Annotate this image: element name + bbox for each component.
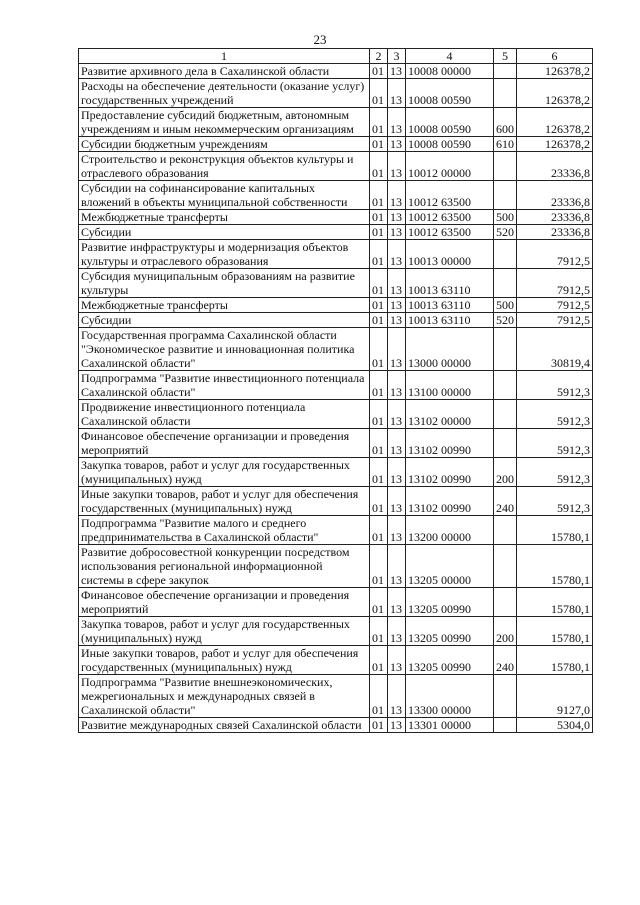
table-row xyxy=(79,646,593,675)
expense-type-cell xyxy=(494,328,517,371)
table-row xyxy=(79,328,593,371)
column-header: 1 xyxy=(79,49,370,64)
expense-type-cell: 500 xyxy=(494,210,517,225)
amount-cell: 5912,3 xyxy=(517,487,593,516)
table-row xyxy=(79,269,593,298)
subsection-code-cell: 13 xyxy=(388,429,406,458)
column-header: 3 xyxy=(388,49,406,64)
expense-type-cell: 200 xyxy=(494,458,517,487)
column-header: 4 xyxy=(406,49,494,64)
table-row xyxy=(79,429,593,458)
table-row xyxy=(79,617,593,646)
expense-type-cell xyxy=(494,675,517,718)
row-name-cell: Развитие инфраструктуры и модернизация объектов культуры и отраслевого образования xyxy=(79,240,370,269)
row-name-cell: Подпрограмма "Развитие малого и среднего предпринимательства в Сахалинской области" xyxy=(79,516,370,545)
subsection-code-cell: 13 xyxy=(388,152,406,181)
section-code-cell: 01 xyxy=(370,617,388,646)
row-name-cell: Расходы на обеспечение деятельности (оказание услуг) государственных учреждений xyxy=(79,79,370,108)
target-article-cell: 10013 63110 xyxy=(406,298,494,313)
row-name-cell: Предоставление субсидий бюджетным, автономным учреждениям и иным некоммерческим организациям xyxy=(79,108,370,137)
row-name-cell: Закупка товаров, работ и услуг для государственных (муниципальных) нужд xyxy=(79,617,370,646)
expense-type-cell: 240 xyxy=(494,487,517,516)
row-name-cell: Строительство и реконструкция объектов культуры и отраслевого образования xyxy=(79,152,370,181)
expense-type-cell xyxy=(494,400,517,429)
section-code-cell: 01 xyxy=(370,487,388,516)
amount-cell: 7912,5 xyxy=(517,269,593,298)
amount-cell: 15780,1 xyxy=(517,646,593,675)
section-code-cell: 01 xyxy=(370,429,388,458)
expense-type-cell xyxy=(494,240,517,269)
column-header: 2 xyxy=(370,49,388,64)
amount-cell: 7912,5 xyxy=(517,313,593,328)
amount-cell: 23336,8 xyxy=(517,181,593,210)
subsection-code-cell: 13 xyxy=(388,269,406,298)
subsection-code-cell: 13 xyxy=(388,516,406,545)
row-name-cell: Иные закупки товаров, работ и услуг для обеспечения государственных (муниципальных) нужд xyxy=(79,646,370,675)
subsection-code-cell: 13 xyxy=(388,487,406,516)
target-article-cell: 10012 63500 xyxy=(406,225,494,240)
expense-type-cell xyxy=(494,371,517,400)
table-row xyxy=(79,400,593,429)
subsection-code-cell: 13 xyxy=(388,79,406,108)
expense-type-cell: 610 xyxy=(494,137,517,152)
section-code-cell: 01 xyxy=(370,458,388,487)
target-article-cell: 10012 63500 xyxy=(406,181,494,210)
row-name-cell: Финансовое обеспечение организации и проведения мероприятий xyxy=(79,429,370,458)
target-article-cell: 10008 00590 xyxy=(406,79,494,108)
row-name-cell: Иные закупки товаров, работ и услуг для обеспечения государственных (муниципальных) нужд xyxy=(79,487,370,516)
row-name-cell: Продвижение инвестиционного потенциала Сахалинской области xyxy=(79,400,370,429)
expense-type-cell xyxy=(494,269,517,298)
section-code-cell: 01 xyxy=(370,313,388,328)
section-code-cell: 01 xyxy=(370,371,388,400)
amount-cell: 5912,3 xyxy=(517,429,593,458)
expense-type-cell: 600 xyxy=(494,108,517,137)
table-row xyxy=(79,152,593,181)
expense-type-cell xyxy=(494,516,517,545)
amount-cell: 126378,2 xyxy=(517,64,593,79)
amount-cell: 5912,3 xyxy=(517,400,593,429)
section-code-cell: 01 xyxy=(370,181,388,210)
table-row xyxy=(79,313,593,328)
row-name-cell: Развитие добросовестной конкуренции посредством использования региональной информационной системы в сфере закупок xyxy=(79,545,370,588)
amount-cell: 15780,1 xyxy=(517,588,593,617)
subsection-code-cell: 13 xyxy=(388,137,406,152)
section-code-cell: 01 xyxy=(370,137,388,152)
expense-type-cell: 240 xyxy=(494,646,517,675)
row-name-cell: Субсидии на софинансирование капитальных вложений в объекты муниципальной собственности xyxy=(79,181,370,210)
expense-type-cell xyxy=(494,152,517,181)
table-row xyxy=(79,240,593,269)
subsection-code-cell: 13 xyxy=(388,181,406,210)
table-row xyxy=(79,516,593,545)
expense-type-cell: 520 xyxy=(494,313,517,328)
row-name-cell: Межбюджетные трансферты xyxy=(79,210,370,225)
expense-type-cell xyxy=(494,718,517,733)
subsection-code-cell: 13 xyxy=(388,675,406,718)
subsection-code-cell: 13 xyxy=(388,313,406,328)
section-code-cell: 01 xyxy=(370,675,388,718)
section-code-cell: 01 xyxy=(370,210,388,225)
table-row xyxy=(79,79,593,108)
section-code-cell: 01 xyxy=(370,718,388,733)
row-name-cell: Подпрограмма "Развитие внешнеэкономических, межрегиональных и международных связей в Сахалинской области" xyxy=(79,675,370,718)
column-header: 6 xyxy=(517,49,593,64)
table-row xyxy=(79,487,593,516)
section-code-cell: 01 xyxy=(370,328,388,371)
section-code-cell: 01 xyxy=(370,545,388,588)
amount-cell: 9127,0 xyxy=(517,675,593,718)
table-row xyxy=(79,718,593,733)
expense-type-cell: 520 xyxy=(494,225,517,240)
table-row xyxy=(79,371,593,400)
amount-cell: 5912,3 xyxy=(517,458,593,487)
target-article-cell: 13102 00000 xyxy=(406,400,494,429)
subsection-code-cell: 13 xyxy=(388,64,406,79)
subsection-code-cell: 13 xyxy=(388,108,406,137)
subsection-code-cell: 13 xyxy=(388,225,406,240)
target-article-cell: 13301 00000 xyxy=(406,718,494,733)
amount-cell: 7912,5 xyxy=(517,240,593,269)
amount-cell: 15780,1 xyxy=(517,617,593,646)
section-code-cell: 01 xyxy=(370,64,388,79)
target-article-cell: 13205 00990 xyxy=(406,588,494,617)
target-article-cell: 13205 00990 xyxy=(406,646,494,675)
table-row xyxy=(79,108,593,137)
amount-cell: 23336,8 xyxy=(517,210,593,225)
expense-type-cell xyxy=(494,79,517,108)
target-article-cell: 10013 00000 xyxy=(406,240,494,269)
subsection-code-cell: 13 xyxy=(388,617,406,646)
section-code-cell: 01 xyxy=(370,225,388,240)
expense-type-cell xyxy=(494,181,517,210)
expense-type-cell: 500 xyxy=(494,298,517,313)
target-article-cell: 10012 00000 xyxy=(406,152,494,181)
table-row xyxy=(79,458,593,487)
row-name-cell: Субсидии бюджетным учреждениям xyxy=(79,137,370,152)
row-name-cell: Подпрограмма "Развитие инвестиционного потенциала Сахалинской области" xyxy=(79,371,370,400)
section-code-cell: 01 xyxy=(370,79,388,108)
row-name-cell: Межбюджетные трансферты xyxy=(79,298,370,313)
target-article-cell: 13102 00990 xyxy=(406,487,494,516)
table-row xyxy=(79,298,593,313)
subsection-code-cell: 13 xyxy=(388,298,406,313)
expense-type-cell xyxy=(494,429,517,458)
table-row xyxy=(79,64,593,79)
expense-type-cell xyxy=(494,545,517,588)
subsection-code-cell: 13 xyxy=(388,646,406,675)
subsection-code-cell: 13 xyxy=(388,328,406,371)
table-row xyxy=(79,225,593,240)
target-article-cell: 13200 00000 xyxy=(406,516,494,545)
subsection-code-cell: 13 xyxy=(388,400,406,429)
row-name-cell: Развитие архивного дела в Сахалинской области xyxy=(79,64,370,79)
row-name-cell: Субсидии xyxy=(79,313,370,328)
amount-cell: 126378,2 xyxy=(517,137,593,152)
amount-cell: 5912,3 xyxy=(517,371,593,400)
expense-type-cell xyxy=(494,588,517,617)
section-code-cell: 01 xyxy=(370,588,388,617)
expense-type-cell xyxy=(494,64,517,79)
section-code-cell: 01 xyxy=(370,400,388,429)
amount-cell: 15780,1 xyxy=(517,545,593,588)
budget-table xyxy=(78,48,593,733)
amount-cell: 23336,8 xyxy=(517,152,593,181)
section-code-cell: 01 xyxy=(370,152,388,181)
target-article-cell: 13000 00000 xyxy=(406,328,494,371)
row-name-cell: Финансовое обеспечение организации и проведения мероприятий xyxy=(79,588,370,617)
table-row xyxy=(79,210,593,225)
subsection-code-cell: 13 xyxy=(388,458,406,487)
page-number: 23 xyxy=(313,32,327,47)
amount-cell: 30819,4 xyxy=(517,328,593,371)
column-header: 5 xyxy=(494,49,517,64)
subsection-code-cell: 13 xyxy=(388,718,406,733)
target-article-cell: 10013 63110 xyxy=(406,313,494,328)
target-article-cell: 13300 00000 xyxy=(406,675,494,718)
target-article-cell: 10008 00590 xyxy=(406,108,494,137)
amount-cell: 15780,1 xyxy=(517,516,593,545)
target-article-cell: 10008 00590 xyxy=(406,137,494,152)
table-row xyxy=(79,675,593,718)
table-row xyxy=(79,137,593,152)
section-code-cell: 01 xyxy=(370,108,388,137)
subsection-code-cell: 13 xyxy=(388,240,406,269)
amount-cell: 23336,8 xyxy=(517,225,593,240)
amount-cell: 5304,0 xyxy=(517,718,593,733)
section-code-cell: 01 xyxy=(370,646,388,675)
target-article-cell: 13102 00990 xyxy=(406,429,494,458)
target-article-cell: 13205 00000 xyxy=(406,545,494,588)
subsection-code-cell: 13 xyxy=(388,371,406,400)
expense-type-cell: 200 xyxy=(494,617,517,646)
section-code-cell: 01 xyxy=(370,516,388,545)
row-name-cell: Развитие международных связей Сахалинской области xyxy=(79,718,370,733)
amount-cell: 126378,2 xyxy=(517,108,593,137)
row-name-cell: Субсидия муниципальным образованиям на развитие культуры xyxy=(79,269,370,298)
subsection-code-cell: 13 xyxy=(388,210,406,225)
amount-cell: 7912,5 xyxy=(517,298,593,313)
subsection-code-cell: 13 xyxy=(388,545,406,588)
row-name-cell: Закупка товаров, работ и услуг для государственных (муниципальных) нужд xyxy=(79,458,370,487)
section-code-cell: 01 xyxy=(370,298,388,313)
target-article-cell: 13205 00990 xyxy=(406,617,494,646)
target-article-cell: 13100 00000 xyxy=(406,371,494,400)
row-name-cell: Субсидии xyxy=(79,225,370,240)
section-code-cell: 01 xyxy=(370,269,388,298)
row-name-cell: Государственная программа Сахалинской области "Экономическое развитие и инновационная политика Сахалинской области" xyxy=(79,328,370,371)
target-article-cell: 10008 00000 xyxy=(406,64,494,79)
target-article-cell: 10013 63110 xyxy=(406,269,494,298)
table-row xyxy=(79,588,593,617)
subsection-code-cell: 13 xyxy=(388,588,406,617)
target-article-cell: 13102 00990 xyxy=(406,458,494,487)
target-article-cell: 10012 63500 xyxy=(406,210,494,225)
amount-cell: 126378,2 xyxy=(517,79,593,108)
table-row xyxy=(79,181,593,210)
table-row xyxy=(79,545,593,588)
header-row xyxy=(79,49,593,64)
section-code-cell: 01 xyxy=(370,240,388,269)
